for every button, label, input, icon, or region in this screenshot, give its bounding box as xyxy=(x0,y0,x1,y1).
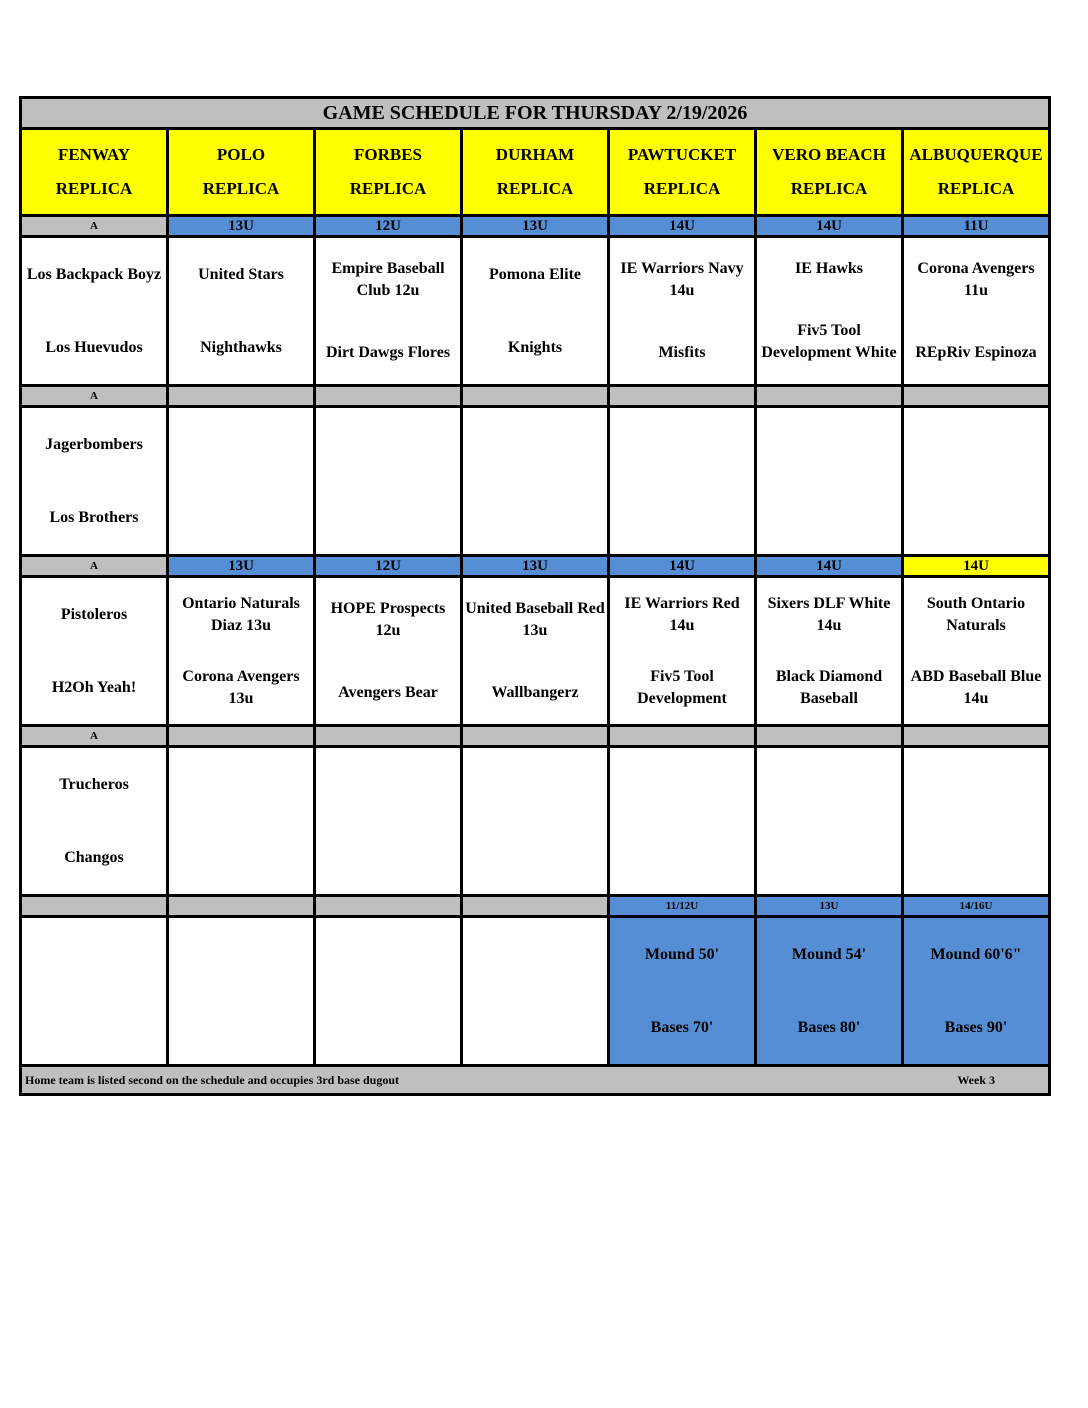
game-cell xyxy=(756,747,903,896)
home-team: Avengers Bear xyxy=(338,684,438,701)
game-cell xyxy=(903,577,1050,726)
venue-name: FORBES xyxy=(353,145,423,164)
division-cell: A xyxy=(21,216,168,237)
bases-distance: Bases 80' xyxy=(797,1018,861,1036)
venue-name: ALBUQUERQUE xyxy=(909,145,1043,164)
division-cell xyxy=(756,726,903,747)
venue-name: PAWTUCKET xyxy=(627,145,737,164)
division-cell: 12U xyxy=(315,216,462,237)
division-cell: A xyxy=(21,726,168,747)
division-cell-empty xyxy=(168,896,315,917)
away-team: Trucheros xyxy=(59,775,129,793)
division-cell: 13U xyxy=(168,216,315,237)
division-cell: 13U xyxy=(462,556,609,577)
game-cell xyxy=(168,747,315,896)
rule-division: 13U xyxy=(756,896,903,917)
venue-polo xyxy=(168,129,315,216)
division-cell xyxy=(903,726,1050,747)
field-rules-row xyxy=(21,917,1050,1066)
game-cell xyxy=(315,237,462,386)
division-row xyxy=(21,726,1050,747)
away-team: Pistoleros xyxy=(60,605,128,623)
venue-type: REPLICA xyxy=(55,179,133,198)
venue-name: VERO BEACH xyxy=(772,145,886,164)
rule-cell xyxy=(903,917,1050,1066)
game-cell xyxy=(21,577,168,726)
rule-cell xyxy=(756,917,903,1066)
mound-distance: Mound 60'6" xyxy=(930,945,1022,963)
division-row xyxy=(21,216,1050,237)
division-cell xyxy=(462,726,609,747)
venue-type: REPLICA xyxy=(790,179,868,198)
venue-albuquerque xyxy=(903,129,1050,216)
division-cell-empty xyxy=(315,896,462,917)
division-cell-empty xyxy=(462,896,609,917)
game-cell xyxy=(756,577,903,726)
game-row xyxy=(21,237,1050,386)
division-row xyxy=(21,386,1050,407)
game-cell xyxy=(462,407,609,556)
game-cell xyxy=(903,747,1050,896)
away-team: Los Backpack Boyz xyxy=(26,265,162,283)
home-team: Nighthawks xyxy=(200,338,282,356)
division-cell xyxy=(609,386,756,407)
schedule-sheet xyxy=(19,96,1048,1096)
away-team: United Stars xyxy=(198,265,284,283)
bases-distance: Bases 70' xyxy=(650,1018,714,1036)
home-team: Fiv5 Tool Development xyxy=(637,667,727,707)
division-cell: 14U xyxy=(903,556,1050,577)
rule-division: 14/16U xyxy=(903,896,1050,917)
home-team: Black Diamond Baseball xyxy=(775,667,883,707)
footer-note: Home team is listed second on the schedule and occupies 3rd base dugout xyxy=(25,1073,400,1087)
game-cell xyxy=(903,237,1050,386)
division-cell: 14U xyxy=(609,556,756,577)
game-cell xyxy=(609,407,756,556)
away-team: HOPE Prospects 12u xyxy=(330,600,446,639)
home-team: Corona Avengers 13u xyxy=(182,667,300,707)
game-cell xyxy=(462,237,609,386)
empty-cell xyxy=(462,917,609,1066)
home-team: Changos xyxy=(64,848,124,866)
empty-cell xyxy=(21,917,168,1066)
venue-pawtucket xyxy=(609,129,756,216)
venue-type: REPLICA xyxy=(349,179,427,198)
schedule-title: GAME SCHEDULE FOR THURSDAY 2/19/2026 xyxy=(21,98,1050,129)
bases-distance: Bases 90' xyxy=(944,1018,1008,1036)
empty-cell xyxy=(168,917,315,1066)
division-cell xyxy=(315,726,462,747)
division-cell: 14U xyxy=(756,556,903,577)
venue-name: POLO xyxy=(216,145,266,164)
division-cell-empty xyxy=(21,896,168,917)
venue-name: FENWAY xyxy=(57,145,131,164)
division-cell: 14U xyxy=(609,216,756,237)
game-cell xyxy=(168,407,315,556)
division-cell xyxy=(168,386,315,407)
week-label: Week 3 xyxy=(957,1073,995,1087)
game-cell xyxy=(315,577,462,726)
division-cell xyxy=(903,386,1050,407)
division-cell: 14U xyxy=(756,216,903,237)
home-team: H2Oh Yeah! xyxy=(51,678,137,696)
venue-type: REPLICA xyxy=(202,179,280,198)
schedule-table xyxy=(19,96,1051,1096)
game-cell xyxy=(609,577,756,726)
division-cell xyxy=(756,386,903,407)
away-team: Corona Avengers 11u xyxy=(917,260,1035,299)
away-team: Ontario Naturals Diaz 13u xyxy=(182,594,300,634)
field-rules-division-row xyxy=(21,896,1050,917)
division-cell: 12U xyxy=(315,556,462,577)
division-cell xyxy=(462,386,609,407)
division-cell: A xyxy=(21,386,168,407)
venue-type: REPLICA xyxy=(496,179,574,198)
home-team: Dirt Dawgs Flores xyxy=(325,344,451,361)
venue-type: REPLICA xyxy=(643,179,721,198)
away-team: Pomona Elite xyxy=(489,265,581,283)
division-cell: A xyxy=(21,556,168,577)
venue-type: REPLICA xyxy=(937,179,1015,198)
game-cell xyxy=(315,407,462,556)
rule-cell xyxy=(609,917,756,1066)
game-cell xyxy=(462,577,609,726)
venue-fenway xyxy=(21,129,168,216)
game-cell xyxy=(609,747,756,896)
division-cell xyxy=(315,386,462,407)
away-team: South Ontario Naturals xyxy=(926,594,1026,634)
home-team: Knights xyxy=(507,338,563,356)
division-cell: 13U xyxy=(168,556,315,577)
rule-division: 11/12U xyxy=(609,896,756,917)
home-team: Misfits xyxy=(658,344,706,361)
game-cell xyxy=(756,407,903,556)
game-cell xyxy=(462,747,609,896)
game-cell xyxy=(903,407,1050,556)
venue-forbes xyxy=(315,129,462,216)
game-cell xyxy=(21,407,168,556)
game-cell xyxy=(168,237,315,386)
home-team: Wallbangerz xyxy=(491,684,579,701)
game-cell xyxy=(315,747,462,896)
venue-name: DURHAM xyxy=(495,145,575,164)
away-team: IE Hawks xyxy=(794,260,864,277)
game-cell xyxy=(609,237,756,386)
game-cell xyxy=(756,237,903,386)
venue-durham xyxy=(462,129,609,216)
home-team: ABD Baseball Blue 14u xyxy=(910,667,1042,707)
mound-distance: Mound 54' xyxy=(791,945,867,963)
division-cell: 11U xyxy=(903,216,1050,237)
away-team: Empire Baseball Club 12u xyxy=(331,260,445,299)
away-team: IE Warriors Red 14u xyxy=(624,594,740,634)
division-cell xyxy=(168,726,315,747)
venue-header-row xyxy=(21,129,1050,216)
home-team: REpRiv Espinoza xyxy=(915,344,1037,361)
home-team: Los Brothers xyxy=(49,508,139,526)
game-cell xyxy=(168,577,315,726)
away-team: Jagerbombers xyxy=(45,435,143,453)
game-cell xyxy=(21,237,168,386)
game-row xyxy=(21,407,1050,556)
division-cell: 13U xyxy=(462,216,609,237)
away-team: United Baseball Red 13u xyxy=(465,600,605,639)
game-cell xyxy=(21,747,168,896)
game-row xyxy=(21,577,1050,726)
footer xyxy=(21,1066,1050,1095)
division-row xyxy=(21,556,1050,577)
game-row xyxy=(21,747,1050,896)
home-team: Fiv5 Tool Development White xyxy=(761,322,897,361)
empty-cell xyxy=(315,917,462,1066)
away-team: IE Warriors Navy 14u xyxy=(620,260,744,299)
mound-distance: Mound 50' xyxy=(644,945,720,963)
venue-vero-beach xyxy=(756,129,903,216)
away-team: Sixers DLF White 14u xyxy=(767,594,891,634)
division-cell xyxy=(609,726,756,747)
home-team: Los Huevudos xyxy=(45,338,143,356)
